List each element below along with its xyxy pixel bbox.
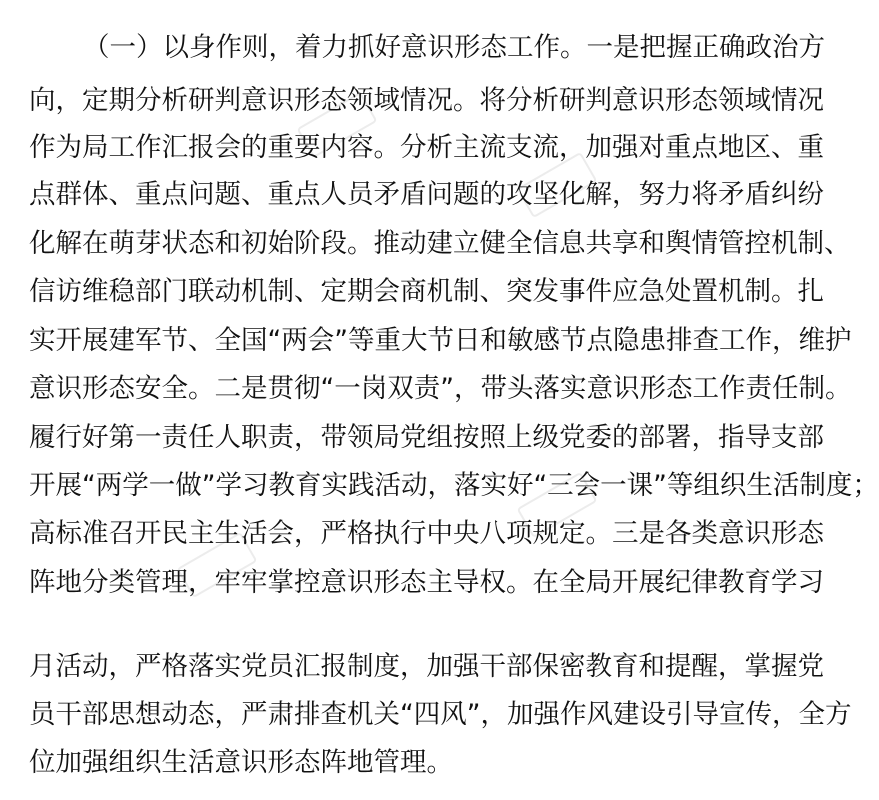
text-line: 位加强组织生活意识形态阵地管理。 (29, 747, 453, 778)
text-line: 阵地分类管理，牢牢掌控意识形态主导权。在全局开展纪律教育学习 (29, 567, 824, 598)
text-line: 高标准召开民主生活会，严格执行中央八项规定。三是各类意识形态 (29, 518, 824, 549)
text-line: （一）以身作则，着力抓好意识形态工作。一是把握正确政治方 (83, 32, 825, 63)
text-line: 信访维稳部门联动机制、定期会商机制、突发事件应急处置机制。扎 (29, 276, 824, 307)
text-line: 向，定期分析研判意识形态领域情况。将分析研判意识形态领域情况 (29, 85, 824, 116)
text-line: 作为局工作汇报会的重要内容。分析主流支流，加强对重点地区、重 (29, 132, 824, 163)
text-line: 员干部思想动态，严肃排查机关“四风”，加强作风建设引导宣传，全方 (29, 699, 852, 730)
text-line: 化解在萌芽状态和初始阶段。推动建立健全信息共享和舆情管控机制、 (29, 228, 851, 259)
text-line: 点群体、重点问题、重点人员矛盾问题的攻坚化解，努力将矛盾纠纷 (29, 179, 824, 210)
text-line: 月活动，严格落实党员汇报制度，加强干部保密教育和提醒，掌握党 (29, 651, 824, 682)
text-line: 实开展建军节、全国“两会”等重大节日和敏感节点隐患排查工作，维护 (29, 325, 852, 356)
text-line: 开展“两学一做”学习教育实践活动，落实好“三会一课”等组织生活制度； (29, 470, 879, 501)
text-line: 意识形态安全。二是贯彻“一岗双责”，带头落实意识形态工作责任制。 (29, 373, 852, 404)
text-line: 履行好第一责任人职责，带领局党组按照上级党委的部署，指导支部 (29, 422, 824, 453)
